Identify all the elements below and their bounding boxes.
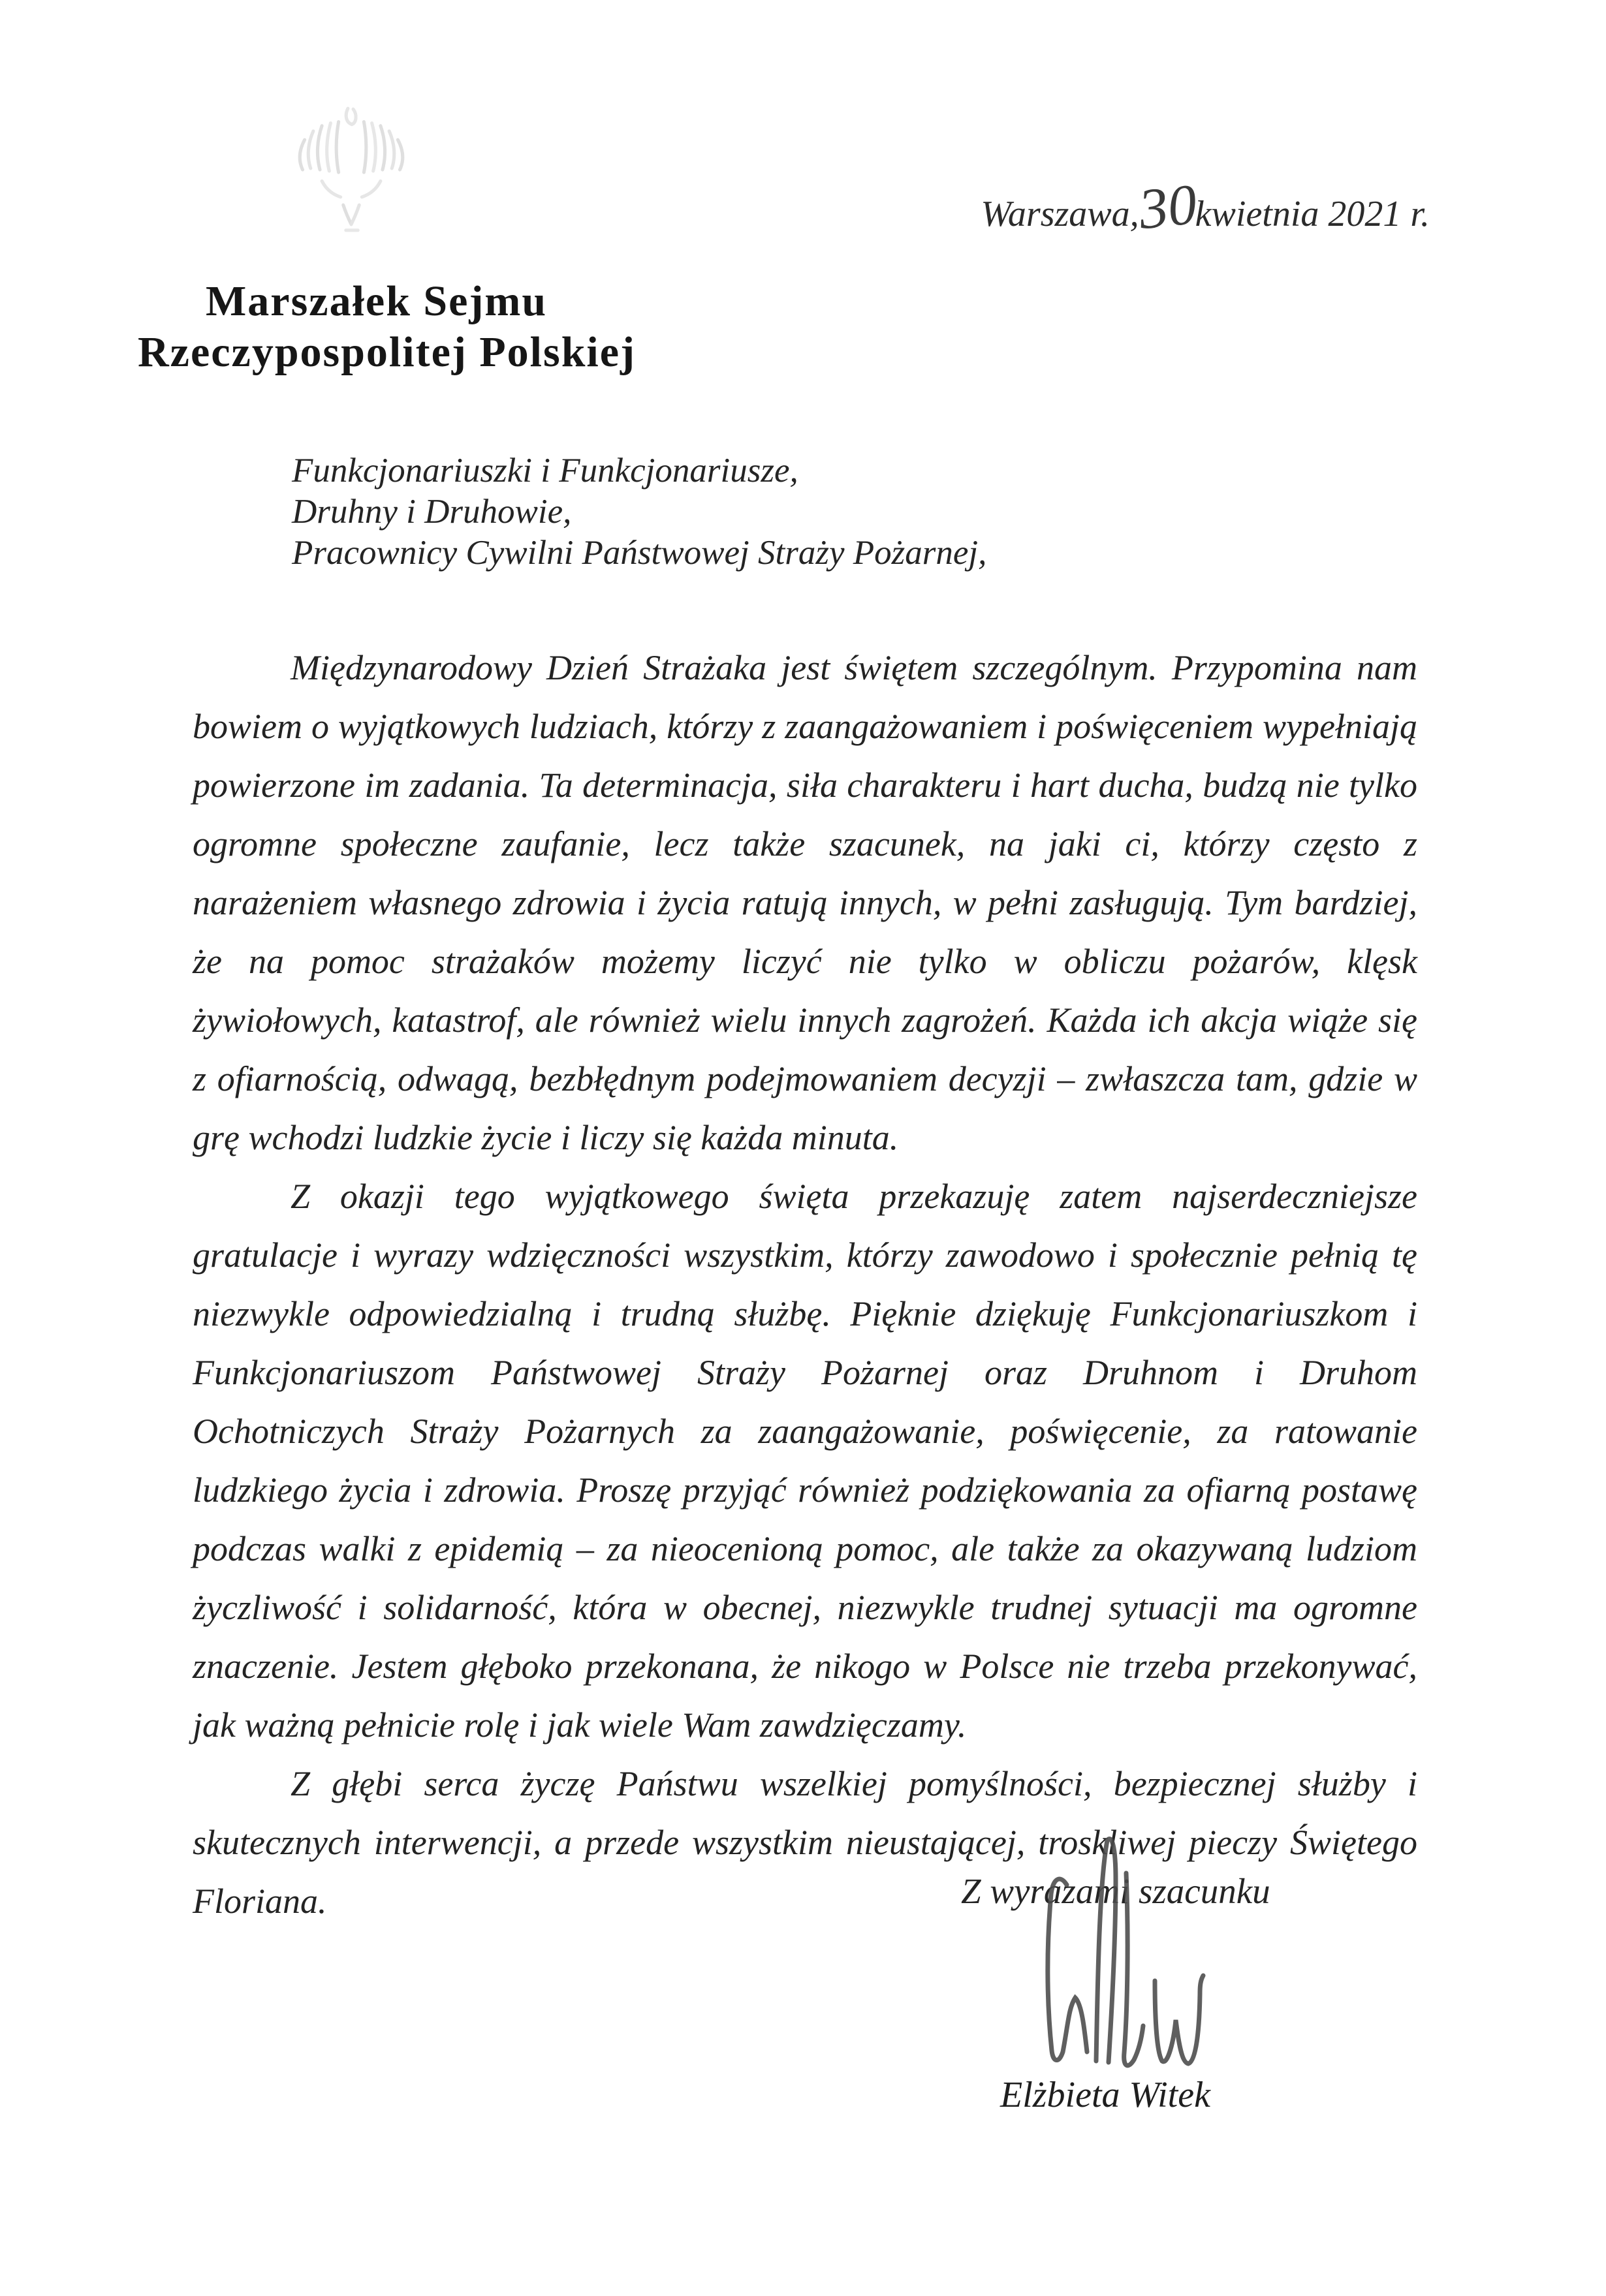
dateline-rest: kwietnia 2021 r.	[1195, 194, 1430, 234]
body-paragraph-2: Z okazji tego wyjątkowego święta przekazuję zatem najserdeczniejsze gratulacje i wyrazy wdzięczności wszystkim, którzy zawodowo i społecznie pełnią tę niezwykle odpowiedzialną i trudną służbę. Pięknie dziękuję Funkcjonariuszkom i Funkcjonariuszom Państwowej Straży Pożarnej oraz Druhnom i Druhom Ochotniczych Straży Pożarnych za zaangażowanie, poświęcenie, za ratowanie ludzkiego życia i zdrowia. Proszę przyjąć również podziękowania za ofiarną postawę podczas walki z epidemią – za nieocenioną pomoc, ale także za okazywaną ludziom życzliwość i solidarność, która w obecnej, niezwykle trudnej sytuacji ma ogromne znaczenie. Jestem głęboko przekonana, że nikogo w Polsce nie trzeba przekonywać, jak ważną pełnicie rolę i jak wiele Wam zawdzięczamy.	[193, 1177, 1417, 1745]
salutation-block	[292, 450, 986, 574]
salutation-line: Funkcjonariuszki i Funkcjonariusze,	[292, 452, 798, 489]
letter-body	[193, 638, 1417, 1931]
polish-eagle-watermark-icon	[285, 98, 418, 239]
letterhead-title-line2: Rzeczypospolitej Polskiej	[138, 328, 637, 376]
body-paragraph-3: Z głębi serca życzę Państwu wszelkiej pomyślności, bezpiecznej służby i skutecznych interwencji, a przede wszystkim nieustającej, troskliwej pieczy Świętego Floriana.	[193, 1764, 1417, 1921]
handwritten-signature	[1030, 1833, 1233, 2084]
dateline-city: Warszawa,	[981, 194, 1139, 234]
body-paragraph-1: Międzynarodowy Dzień Strażaka jest świętem szczególnym. Przypomina nam bowiem o wyjątkowych ludziach, którzy z zaangażowaniem i poświęceniem wypełniają powierzone im zadania. Ta determinacja, siła charakteru i hart ducha, budzą nie tylko ogromne społeczne zaufanie, lecz także szacunek, na jaki ci, którzy często z narażeniem własnego zdrowia i życia ratują innych, w pełni zasługują. Tym bardziej, że na pomoc strażaków możemy liczyć nie tylko w obliczu pożarów, klęsk żywiołowych, katastrof, ale również wielu innych zagrożeń. Każda ich akcja wiąże się z ofiarnością, odwagą, bezbłędnym podejmowaniem decyzji – zwłaszcza tam, gdzie w grę wchodzi ludzkie życie i liczy się każda minuta.	[193, 648, 1417, 1157]
letterhead-title-line1: Marszałek Sejmu	[206, 277, 548, 325]
dateline	[981, 172, 1430, 242]
dateline-handwritten-day: 30	[1135, 172, 1200, 242]
salutation-line: Pracownicy Cywilni Państwowej Straży Pożarnej,	[292, 534, 987, 572]
signatory-name: Elżbieta Witek	[1000, 2075, 1210, 2115]
closing-phrase: Z wyrazami szacunku	[961, 1871, 1270, 1911]
salutation-line: Druhny i Druhowie,	[292, 493, 572, 531]
